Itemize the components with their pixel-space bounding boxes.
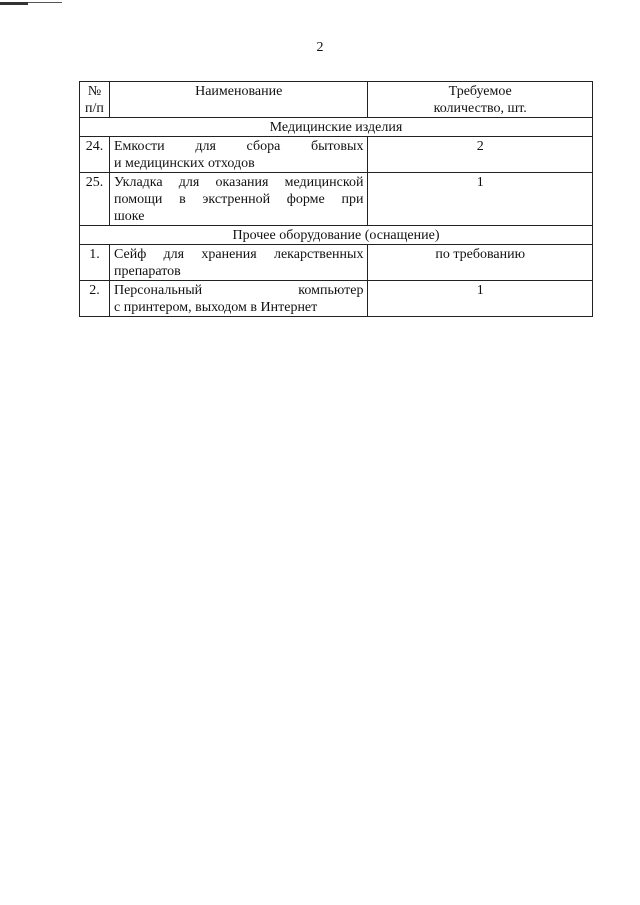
table-header-row: [80, 82, 593, 118]
row-name: Персональный компьютер с принтером, выходом в Интернет: [109, 281, 367, 317]
row-quantity: по требованию: [368, 245, 593, 281]
table-row: [80, 173, 593, 226]
header-name: Наименование: [109, 82, 367, 118]
row-quantity: 1: [368, 281, 593, 317]
row-number: 2.: [80, 281, 110, 317]
section-title: Прочее оборудование (оснащение): [80, 226, 593, 245]
row-name: Емкости для сбора бытовых и медицинских отходов: [109, 137, 367, 173]
row-number: 1.: [80, 245, 110, 281]
equipment-table: [79, 81, 593, 317]
row-name: Укладка для оказания медицинской помощи в экстренной форме при шоке: [109, 173, 367, 226]
table-row: [80, 281, 593, 317]
table-row: [80, 245, 593, 281]
header-number: № п/п: [80, 82, 110, 118]
row-quantity: 2: [368, 137, 593, 173]
section-row-other-equipment: [80, 226, 593, 245]
scan-edge-mark: [0, 2, 60, 5]
row-name: Сейф для хранения лекарственных препаратов: [109, 245, 367, 281]
page-number: 2: [316, 40, 324, 55]
table-row: [80, 137, 593, 173]
section-row-medical-devices: [80, 118, 593, 137]
row-number: 25.: [80, 173, 110, 226]
row-quantity: 1: [368, 173, 593, 226]
section-title: Медицинские изделия: [80, 118, 593, 137]
header-quantity: Требуемое количество, шт.: [368, 82, 593, 118]
row-number: 24.: [80, 137, 110, 173]
